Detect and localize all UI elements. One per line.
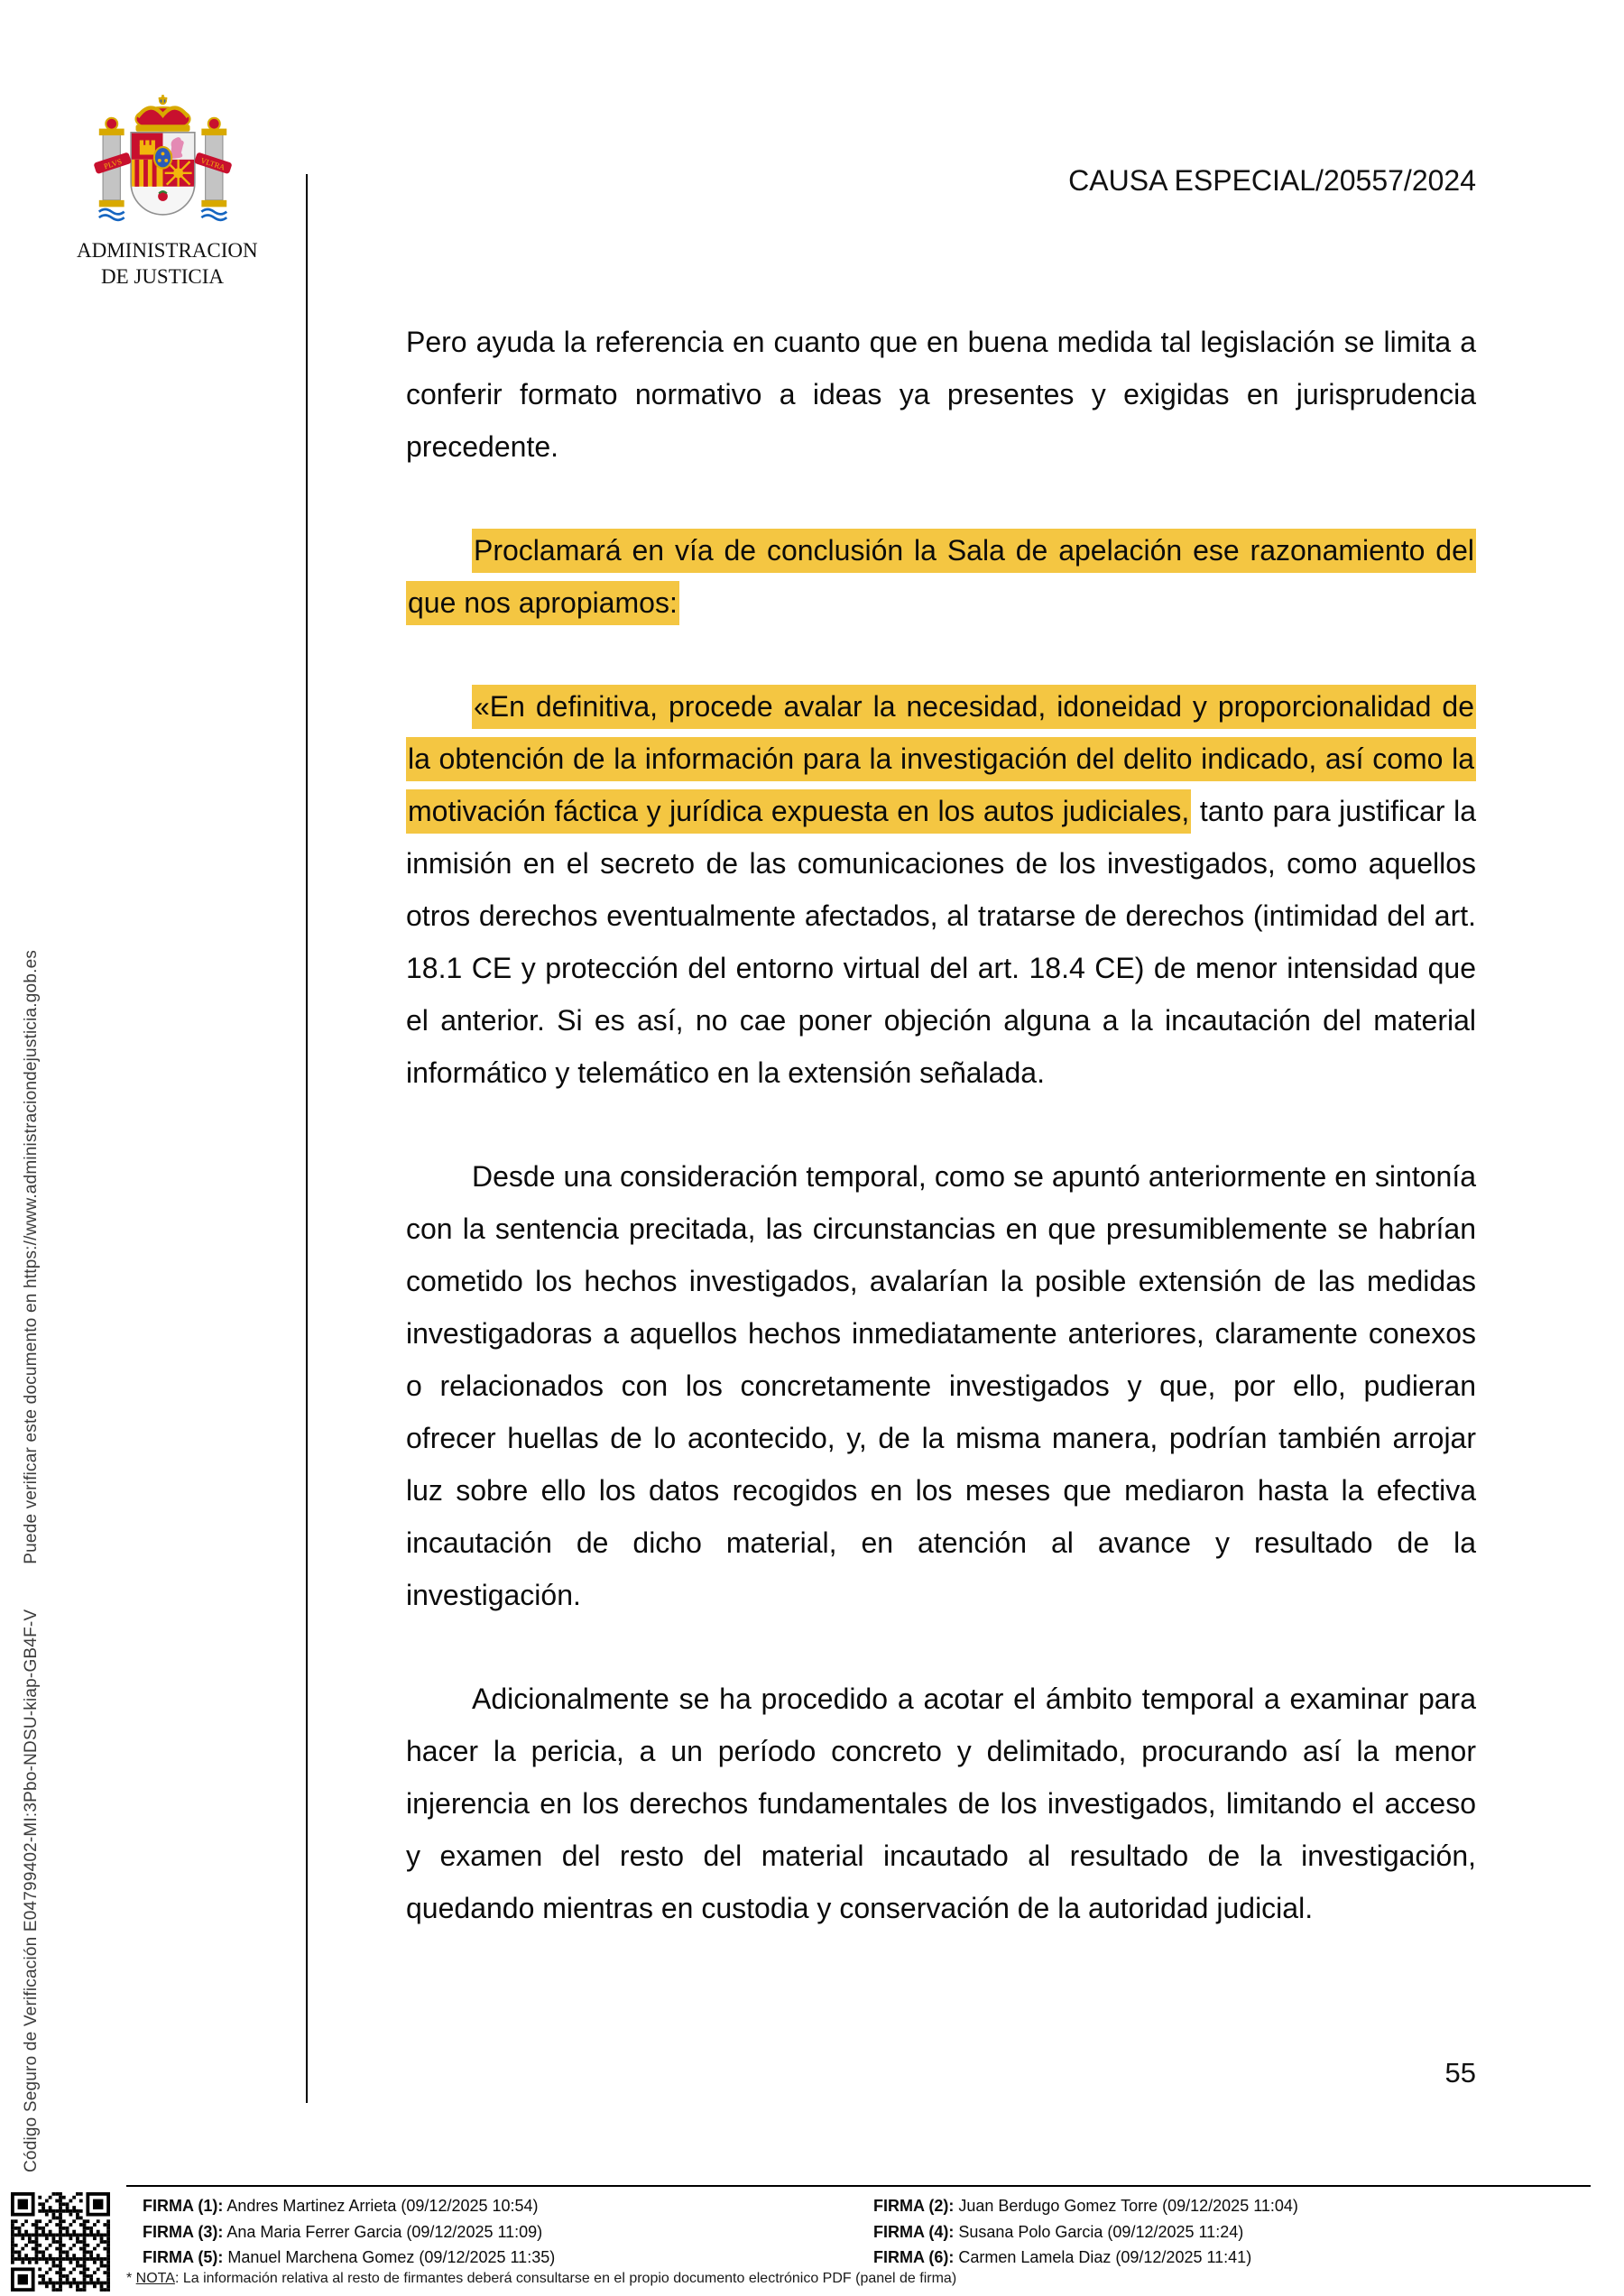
footer-divider <box>126 2185 1591 2187</box>
body-text: Desde una consideración temporal, como se apuntó anteriormente en sintonía con la sentencia precitada, las circunstancias en que presumiblemente se habrían cometido los hechos investigados, avalarían la posible extensión de las medidas investigadoras a aquellos hechos inmediatamente anteriores, claramente conexos o relacionados con los concretamente investigados y que, por ello, pudieran ofrecer huellas de lo acontecido, y, de la misma manera, podrían también arrojar luz sobre ello los datos recogidos en los meses que mediaron hasta la efectiva incautación de dicho material, en atención al avance y resultado de la investigación. <box>406 1160 1476 1611</box>
vertical-divider <box>306 174 308 2103</box>
body-text: tanto para justificar la inmisión en el secreto de las comunicaciones de los investigados, como aquellos otros derechos eventualmente afectados, al tratarse de derechos (intimidad del art. 18.1 CE y protección del entorno virtual del art. 18.4 CE) de menor intensidad que el anterior. Si es así, no cae poner objeción alguna a la incautación del material informático y telemático en la extensión señalada. <box>406 795 1476 1089</box>
signature-entry: FIRMA (5): Manuel Marchena Gomez (09/12/2025 11:35) <box>143 2248 556 2266</box>
svg-text:PLVS: PLVS <box>102 156 123 171</box>
footer-note-text: : La información relativa al resto de firmantes deberá consultarse en el propio documento electrónico PDF (panel de firma) <box>174 2271 957 2286</box>
secure-verification-code: Código Seguro de Verificación E04799402-MI:3Pbo-NDSU-kiap-GB4F-V <box>22 1609 41 2172</box>
logo-caption <box>77 237 258 290</box>
verification-sidebar <box>22 950 42 2172</box>
highlighted-text: «En definitiva, procede avalar la necesidad, idoneidad y proporcionalidad de la obtención de la información para la investigación del delito indicado, así como la motivación fáctica y jurídica expuesta en los autos judiciales, <box>406 685 1476 834</box>
signature-entry: FIRMA (6): Carmen Lamela Diaz (09/12/2025 11:41) <box>873 2248 1252 2266</box>
signature-entry: FIRMA (2): Juan Berdugo Gomez Torre (09/12/2025 11:04) <box>873 2197 1298 2215</box>
highlighted-text: Proclamará en vía de conclusión la Sala de apelación ese razonamiento del que nos apropiamos: <box>406 529 1476 625</box>
body-text: Adicionalmente se ha procedido a acotar el ámbito temporal a examinar para hacer la pericia, a un período concreto y delimitado, procurando así la menor injerencia en los derechos fundamentales de los investigados, limitando el acceso y examen del resto del material incautado al resultado de la investigación, quedando mientras en custodia y conservación de la autoridad judicial. <box>406 1683 1476 1924</box>
signature-entry: FIRMA (3): Ana Maria Ferrer Garcia (09/12/2025 11:09) <box>143 2222 543 2241</box>
paragraph <box>406 524 1476 629</box>
paragraph <box>406 1673 1476 1934</box>
paragraph <box>406 316 1476 473</box>
coat-of-arms-icon <box>88 94 237 229</box>
footer-note-prefix: * <box>126 2271 136 2286</box>
verify-url-text: Puede verificar este documento en https://www.administraciondejusticia.gob.es <box>22 949 41 1564</box>
signature-entry: FIRMA (1): Andres Martinez Arrieta (09/12/2025 10:54) <box>143 2197 539 2215</box>
paragraph <box>406 1150 1476 1621</box>
footer-note <box>126 2271 956 2287</box>
svg-text:VLTRA: VLTRA <box>198 155 226 172</box>
signature-entry: FIRMA (4): Susana Polo Garcia (09/12/2025 11:24) <box>873 2222 1244 2241</box>
document-body <box>406 316 1476 1986</box>
footer-note-label: NOTA <box>135 2271 175 2286</box>
qr-code <box>11 2192 110 2291</box>
justice-administration-logo <box>77 94 258 290</box>
logo-caption-line1: ADMINISTRACION <box>77 239 258 262</box>
paragraph <box>406 680 1476 1099</box>
logo-caption-line2: DE JUSTICIA <box>100 265 225 288</box>
body-text: Pero ayuda la referencia en cuanto que en buena medida tal legislación se limita a conferir formato normativo a ideas ya presentes y exigidas en jurisprudencia precedente. <box>406 326 1476 463</box>
signature-block <box>143 2193 1478 2271</box>
case-reference: CAUSA ESPECIAL/20557/2024 <box>1068 164 1476 197</box>
page-number: 55 <box>1444 2057 1476 2089</box>
